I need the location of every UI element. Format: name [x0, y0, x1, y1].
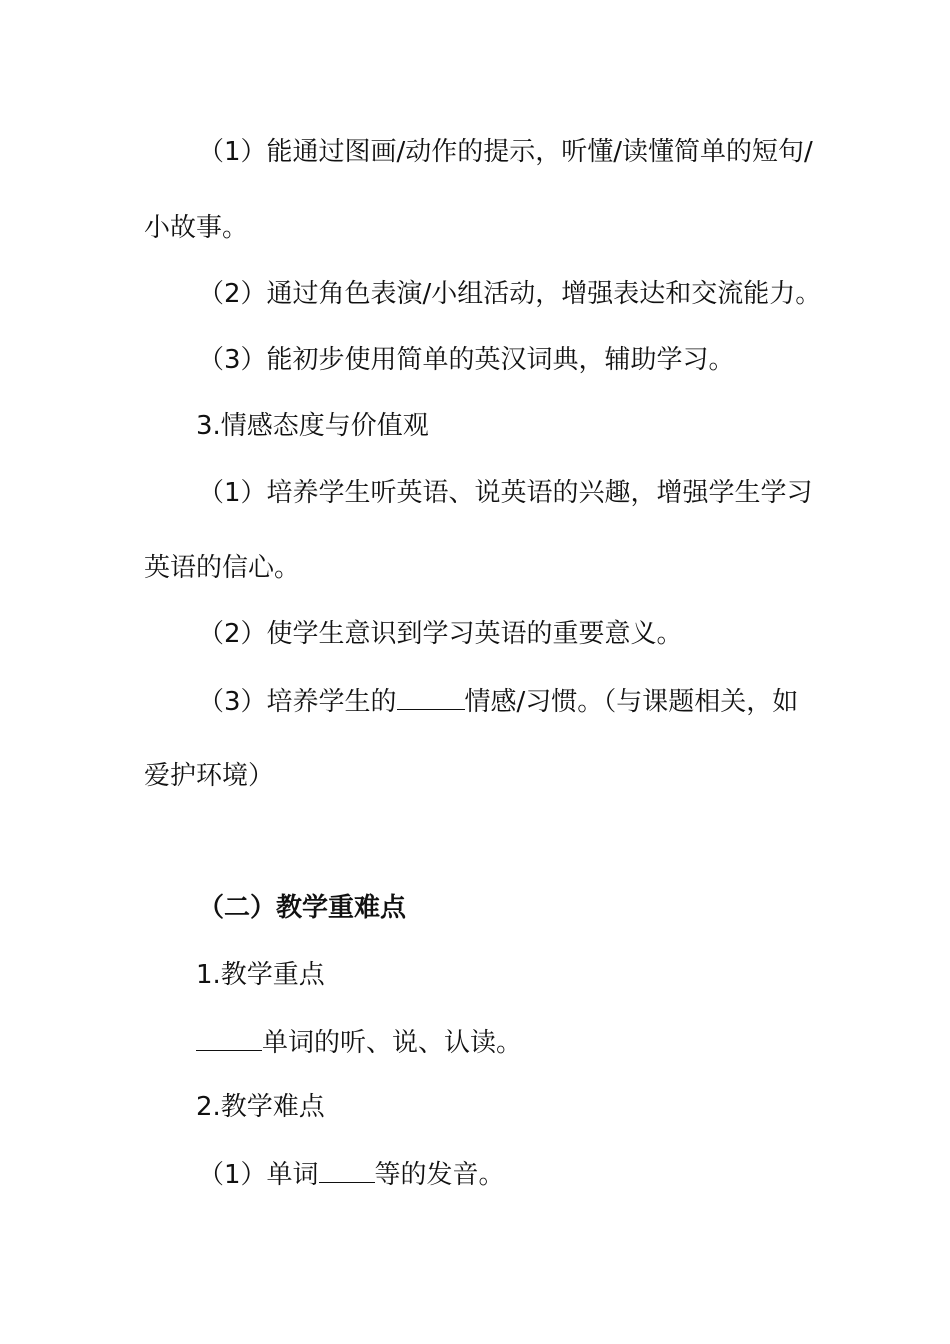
objective-skill-1-text: （1）能通过图画/动作的提示，听懂/读懂简单的短句/	[198, 137, 813, 167]
key-points-item	[196, 1024, 522, 1060]
objective-skill-1	[198, 135, 813, 169]
fill-in-blank-line	[319, 1156, 375, 1183]
section-attitude-values-heading	[196, 409, 429, 443]
key-points-item-text: 单词的听、说、认读。	[262, 1028, 523, 1058]
section-attitude-values-heading-text: 3.情感态度与价值观	[196, 411, 429, 441]
objective-attitude-1	[198, 476, 813, 510]
objective-attitude-1-text: （1）培养学生听英语、说英语的兴趣，增强学生学习	[198, 478, 813, 508]
objective-skill-3	[198, 343, 735, 377]
difficult-points-heading	[196, 1090, 325, 1124]
objective-attitude-3-text-part2: 情感/习惯。（与课题相关，如	[464, 687, 799, 717]
objective-skill-1-continued	[144, 211, 248, 245]
objective-skill-2-text: （2）通过角色表演/小组活动，增强表达和交流能力。	[198, 279, 822, 309]
difficult-points-heading-text: 2.教学难点	[196, 1092, 325, 1122]
key-points-heading	[196, 958, 325, 992]
objective-skill-1-continued-text: 小故事。	[144, 213, 249, 243]
fill-in-blank-line	[397, 683, 465, 710]
objective-attitude-3	[198, 683, 798, 719]
objective-skill-3-text: （3）能初步使用简单的英汉词典，辅助学习。	[198, 345, 735, 375]
objective-attitude-3-continued-text: 爱护环境）	[144, 761, 275, 791]
key-points-heading-text: 1.教学重点	[196, 960, 325, 990]
difficult-points-item-1-text-part2: 等的发音。	[374, 1160, 505, 1190]
objective-attitude-1-continued-text: 英语的信心。	[144, 553, 301, 583]
section-key-difficult-points-heading-text: （二）教学重难点	[198, 893, 407, 923]
difficult-points-item-1	[198, 1156, 505, 1192]
objective-attitude-3-text-part1: （3）培养学生的	[198, 687, 397, 717]
difficult-points-item-1-text-part1: （1）单词	[198, 1160, 319, 1190]
objective-attitude-2-text: （2）使学生意识到学习英语的重要意义。	[198, 619, 683, 649]
objective-attitude-1-continued	[144, 551, 300, 585]
objective-attitude-2	[198, 617, 683, 651]
objective-attitude-3-continued	[144, 759, 274, 793]
fill-in-blank-line	[196, 1024, 262, 1051]
objective-skill-2	[198, 277, 821, 311]
section-key-difficult-points-heading	[198, 891, 406, 925]
